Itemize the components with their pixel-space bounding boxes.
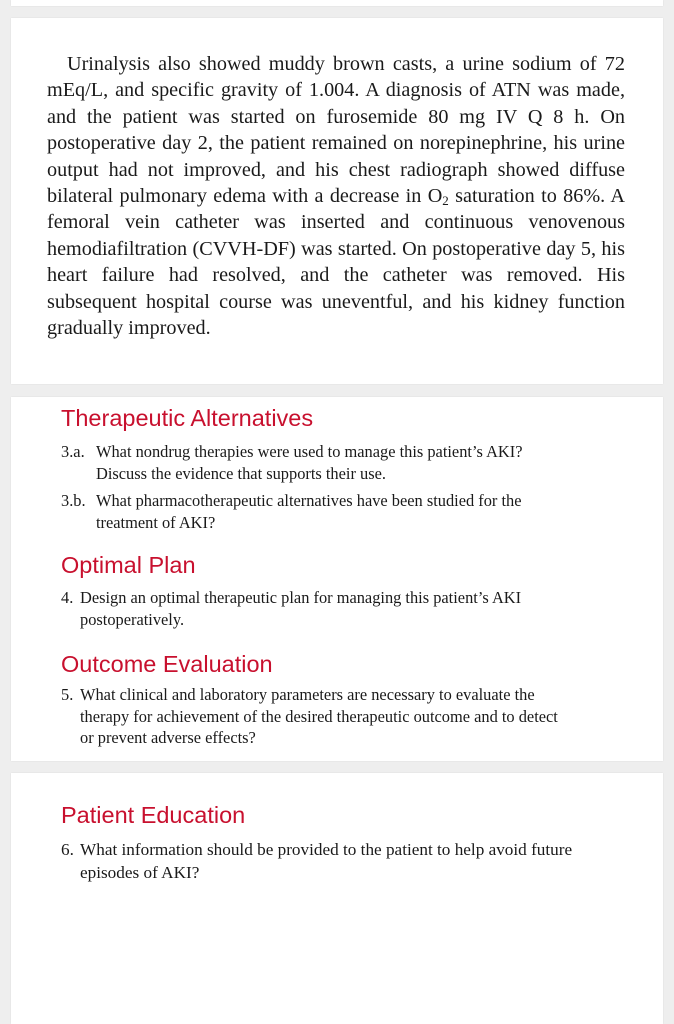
patient-education-card bbox=[11, 773, 663, 1024]
case-narrative-text bbox=[47, 51, 625, 341]
case-narrative-card bbox=[11, 18, 663, 384]
heading-outcome-evaluation: Outcome Evaluation bbox=[61, 651, 273, 677]
question-text: What information should be provided to the patient to help avoid future episodes of AKI? bbox=[80, 840, 573, 882]
question-number: 6. bbox=[61, 840, 74, 859]
questions-card bbox=[11, 397, 663, 761]
question-text: What pharmacotherapeutic alternatives have been studied for the treatment of AKI? bbox=[96, 491, 522, 532]
case-text-part-2: saturation to 86%. A femoral vein catheter was inserted and continuous venovenous hemodiafiltration (CVVH-DF) was started. On postoperative day 5, his heart failure had resolved, and the catheter was removed. His subsequent hospital course was uneventful, and his kidney function gradually improved. bbox=[47, 185, 625, 340]
question-number: 3.a. bbox=[61, 442, 85, 461]
question-5 bbox=[61, 684, 561, 749]
question-text: Design an optimal therapeutic plan for managing this patient’s AKI postoperatively. bbox=[80, 588, 522, 629]
previous-page-card bbox=[11, 0, 663, 6]
question-3b bbox=[61, 490, 561, 533]
heading-therapeutic-alternatives: Therapeutic Alternatives bbox=[61, 405, 314, 431]
question-text: What nondrug therapies were used to manage this patient’s AKI? Discuss the evidence that supports their use. bbox=[96, 442, 523, 483]
question-4 bbox=[61, 587, 561, 630]
case-narrative-paragraph bbox=[47, 51, 625, 341]
question-number: 3.b. bbox=[61, 491, 86, 510]
question-6 bbox=[61, 839, 591, 884]
oxygen-subscript: 2 bbox=[442, 193, 449, 209]
question-text: What clinical and laboratory parameters are necessary to evaluate the therapy for achievement of the desired therapeutic outcome and to detect or prevent adverse effects? bbox=[80, 685, 558, 747]
question-number: 5. bbox=[61, 685, 74, 704]
case-text-part-1: Urinalysis also showed muddy brown casts, a urine sodium of 72 mEq/L, and specific gravity of 1.004. A diagnosis of ATN was made, and the patient was started on furosemide 80 mg IV Q 8 h. On postoperative day 2, the patient remained on norepinephrine, his urine output had not improved, and his chest radiograph showed diffuse bilateral pulmonary edema with a decrease in O bbox=[47, 53, 625, 208]
heading-optimal-plan: Optimal Plan bbox=[61, 552, 196, 578]
heading-patient-education: Patient Education bbox=[61, 802, 246, 828]
question-number: 4. bbox=[61, 588, 74, 607]
question-3a bbox=[61, 441, 561, 484]
